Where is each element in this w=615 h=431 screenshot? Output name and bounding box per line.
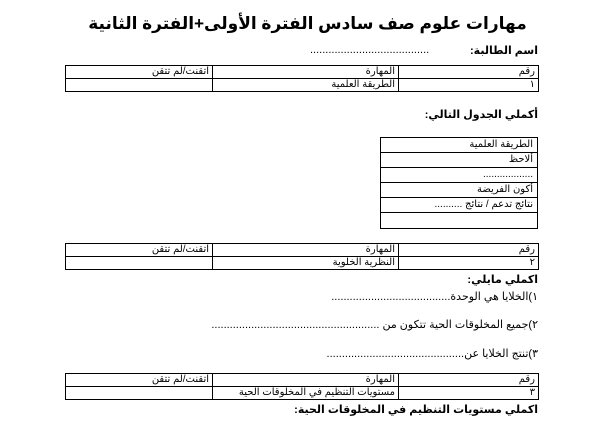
header-num: رقم [399,66,539,79]
row-num: ١ [399,79,539,92]
header-status: اتقنت/لم تتقن [66,66,213,79]
sci-row: أكون الفريضة [381,183,537,198]
skill-table-2 [65,243,539,270]
row-status-cell[interactable] [66,79,213,92]
sci-row: ألاحظ [381,153,537,168]
header-status: اتقنت/لم تتقن [66,374,213,387]
sci-row[interactable] [381,213,537,228]
header-skill: المهارة [213,374,399,387]
sci-row: الطريقة العلمية [381,138,537,153]
scientific-method-table [380,137,538,229]
student-name-blank[interactable]: ....................................... [310,44,430,56]
header-skill: المهارة [213,244,399,257]
skill-table-1 [65,65,539,92]
header-status: اتقنت/لم تتقن [66,244,213,257]
skill-table-3 [65,373,539,400]
question-2[interactable]: ٢)جميع المخلوقات الحية تتكون من ....................................................... [211,319,538,331]
student-name-label: اسم الطالبة: [470,45,538,57]
question-1[interactable]: ١)الخلايا هي الوحدة....................................... [331,291,538,303]
row-status-cell[interactable] [66,257,213,270]
question-3[interactable]: ٣)تنتج الخلايا عن............................................. [326,348,538,360]
row-skill: النظرية الخلوية [213,257,399,270]
section2-title: اكملي مايلي: [467,274,538,286]
header-skill: المهارة [213,66,399,79]
row-skill: الطريقة العلمية [213,79,399,92]
section1-title: أكملي الجدول التالي: [424,109,538,121]
sci-row[interactable]: .................. [381,168,537,183]
sci-row[interactable]: نتائج تدعم / نتائج .......... [381,198,537,213]
row-num: ٢ [399,257,539,270]
row-status-cell[interactable] [66,387,213,400]
row-skill: مستويات التنظيم في المخلوقات الحية [213,387,399,400]
section3-title: اكملي مستويات التنظيم في المخلوقات الحية: [294,404,538,416]
header-num: رقم [399,374,539,387]
header-num: رقم [399,244,539,257]
page-title: مهارات علوم صف سادس الفترة الأولى+الفترة الثانية [88,14,527,33]
row-num: ٣ [399,387,539,400]
